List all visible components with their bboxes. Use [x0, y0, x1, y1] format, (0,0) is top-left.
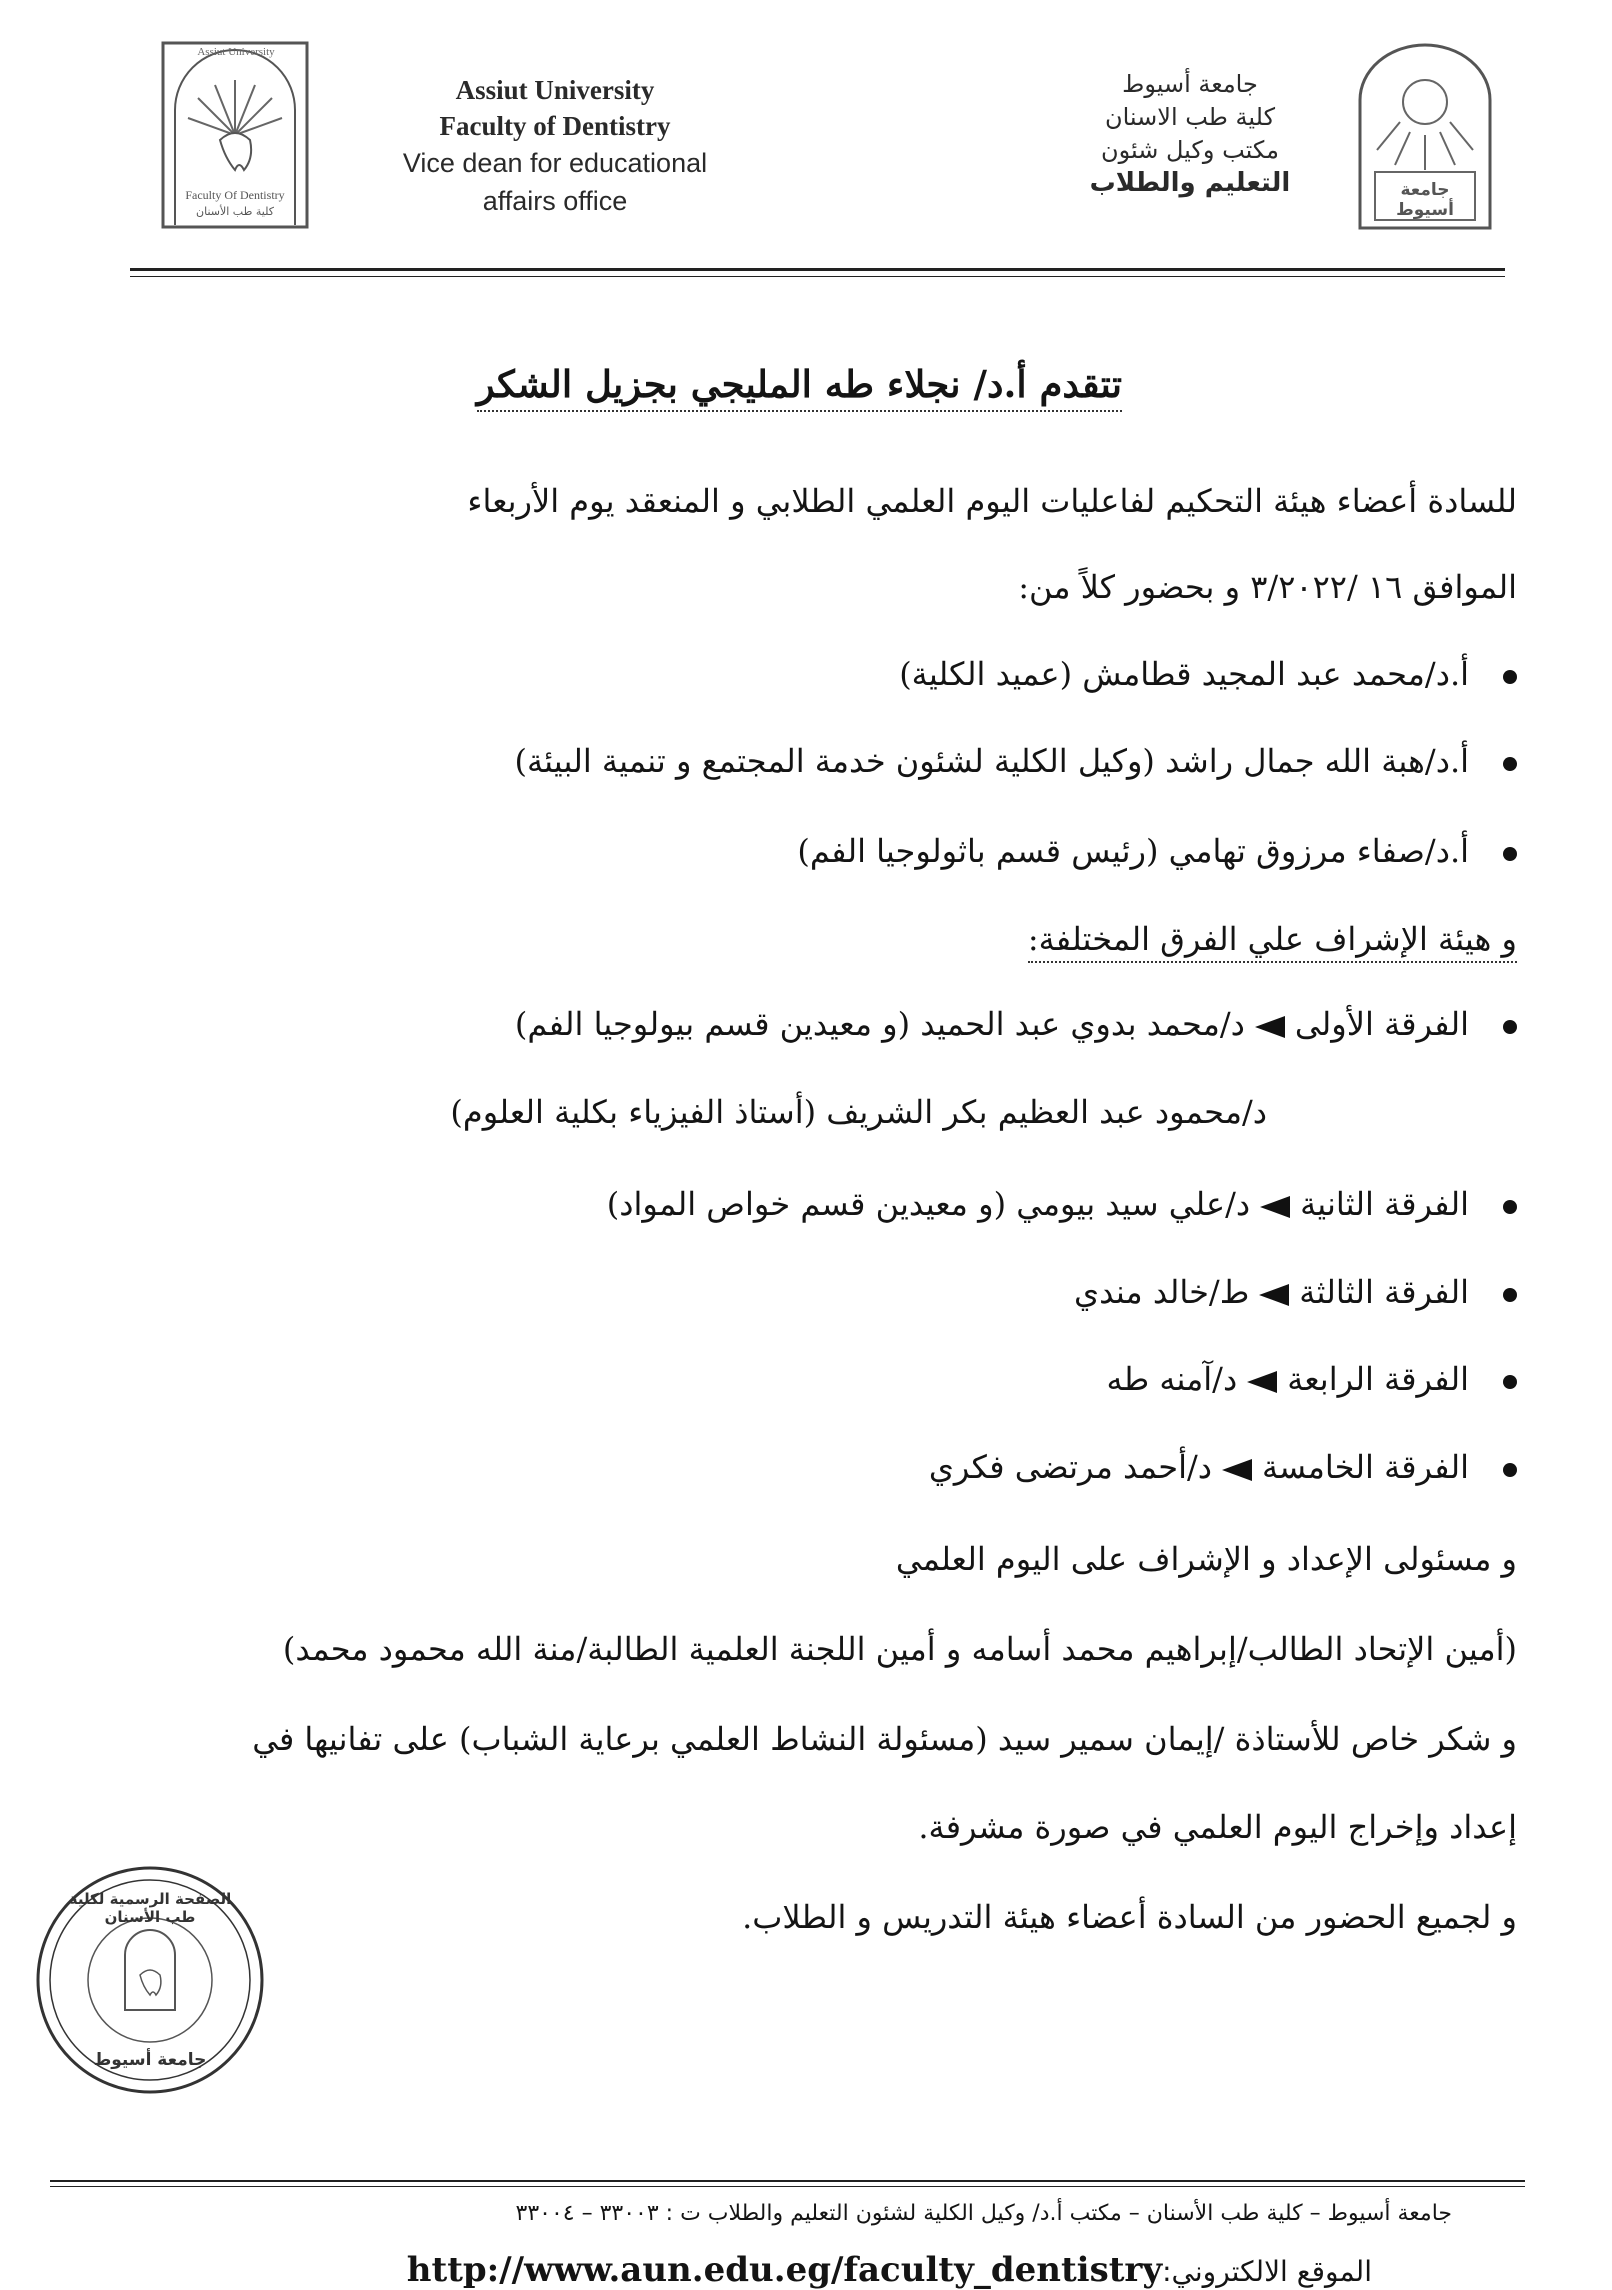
organizers-heading: و مسئولى الإعداد و الإشراف على اليوم العلمي: [895, 1540, 1517, 1578]
university-logo: [1355, 40, 1495, 230]
bullet-icon: [1503, 1020, 1517, 1034]
header-arabic: [1040, 68, 1340, 200]
intro-line-1: للسادة أعضاء هيئة التحكيم لفاعليات اليوم العلمي الطلابي و المنعقد يوم الأربعاء: [467, 482, 1517, 520]
list-item: [515, 742, 1518, 780]
judge-name: أ.د/صفاء مرزوق تهامي (رئيس قسم باثولوجيا الفم): [797, 832, 1469, 870]
stamp-top-text: الصفحة الرسمية لكلية طب الأسنان: [68, 1890, 232, 1926]
logo-arc-text: Assiut University: [197, 46, 275, 58]
logo-inner-text: Faculty Of Dentistry: [185, 188, 285, 202]
header-university-en: Assiut University: [455, 75, 655, 105]
group-label: الفرقة الرابعة: [1287, 1360, 1469, 1398]
list-item: [450, 1093, 1267, 1131]
footer-website: [407, 2250, 1372, 2290]
website-link[interactable]: http://www.aun.edu.eg/faculty_dentistry: [406, 2250, 1163, 2290]
list-item: [899, 655, 1517, 693]
triangle-arrow-icon: [1255, 1016, 1285, 1038]
special-thanks-line-2: إعداد وإخراج اليوم العلمي في صورة مشرفة.: [918, 1808, 1517, 1846]
header-office-ar-line2: التعليم والطلاب: [1089, 168, 1291, 198]
university-logo-text: جامعة أسيوط: [1396, 180, 1454, 220]
official-stamp: [30, 1860, 270, 2100]
bullet-icon: [1503, 1288, 1517, 1302]
bullet-icon: [1503, 847, 1517, 861]
list-item: [515, 1005, 1517, 1043]
supervision-heading-text: و هيئة الإشراف علي الفرق المختلفة:: [1028, 920, 1517, 963]
bullet-icon: [1503, 1375, 1517, 1389]
footer-divider-thin: [50, 2186, 1525, 2187]
header-office-ar-line1: مكتب وكيل شئون: [1101, 136, 1279, 164]
logo-inner-text-ar: كلية طب الأسنان: [196, 205, 274, 218]
website-label: الموقع الالكتروني:: [1162, 2255, 1372, 2288]
header-office-en-line1: Vice dean for educational: [402, 148, 708, 178]
bullet-icon: [1503, 1200, 1517, 1214]
group-supervisor: د/محمود عبد العظيم بكر الشريف (أستاذ الفيزياء بكلية العلوم): [450, 1093, 1267, 1131]
faculty-logo: [160, 40, 310, 230]
group-supervisor: د/محمد بدوي عبد الحميد (و معيدين قسم بيولوجيا الفم): [514, 1005, 1245, 1043]
header-university-ar: جامعة أسيوط: [1122, 70, 1258, 98]
header-divider-thin: [130, 276, 1505, 277]
group-supervisor: ط/خالد مندي: [1074, 1273, 1250, 1311]
closing-line: و لجميع الحضور من السادة أعضاء هيئة التدريس و الطلاب.: [742, 1898, 1517, 1936]
triangle-arrow-icon: [1222, 1459, 1252, 1481]
group-supervisor: د/أحمد مرتضى فكري: [928, 1448, 1212, 1486]
list-item: [1074, 1273, 1517, 1311]
footer-divider: [50, 2180, 1525, 2182]
triangle-arrow-icon: [1259, 1284, 1289, 1306]
group-label: الفرقة الثالثة: [1299, 1273, 1469, 1311]
page-title: تتقدم أ.د/ نجلاء طه المليجي بجزيل الشكر: [477, 362, 1122, 412]
supervision-heading: [1028, 920, 1517, 958]
list-item: [1107, 1360, 1517, 1398]
list-item: [929, 1448, 1517, 1486]
group-supervisor: د/علي سيد بيومي (و معيدين قسم خواص المواد): [606, 1185, 1251, 1223]
bullet-icon: [1503, 670, 1517, 684]
group-label: الفرقة الخامسة: [1262, 1448, 1469, 1486]
triangle-arrow-icon: [1247, 1371, 1277, 1393]
header-office-en-line2: affairs office: [482, 186, 628, 216]
list-item: [797, 832, 1517, 870]
group-label: الفرقة الثانية: [1300, 1185, 1469, 1223]
judge-name: أ.د/محمد عبد المجيد قطامش (عميد الكلية): [899, 655, 1469, 693]
bullet-icon: [1503, 1463, 1517, 1477]
intro-line-2: الموافق ١٦ /٣/٢٠٢٢ و بحضور كلاً من:: [1018, 568, 1517, 606]
organizers-names: (أمين الإتحاد الطالب/إبراهيم محمد أسامه و أمين اللجنة العلمية الطالبة/منة الله محمود محمد): [282, 1630, 1517, 1668]
stamp-bottom-text: جامعة أسيوط: [93, 2050, 207, 2070]
header-faculty-ar: كلية طب الاسنان: [1104, 103, 1276, 131]
header-english: [340, 72, 770, 220]
triangle-arrow-icon: [1260, 1196, 1290, 1218]
header-divider: [130, 268, 1505, 271]
footer-address: جامعة أسيوط – كلية طب الأسنان – مكتب أ.د/ وكيل الكلية لشئون التعليم والطلاب ت : ٣٣٠٠٣ – ٣٣٠٠٤: [515, 2201, 1452, 2226]
list-item: [607, 1185, 1517, 1223]
group-label: الفرقة الأولى: [1294, 1005, 1469, 1043]
header-faculty-en: Faculty of Dentistry: [439, 111, 671, 141]
special-thanks-line-1: و شكر خاص للأستاذة /إيمان سمير سيد (مسئولة النشاط العلمي برعاية الشباب) على تفانيها في: [252, 1720, 1517, 1758]
bullet-icon: [1503, 757, 1517, 771]
group-supervisor: د/آمنه طه: [1106, 1360, 1238, 1398]
judge-name: أ.د/هبة الله جمال راشد (وكيل الكلية لشئون خدمة المجتمع و تنمية البيئة): [514, 742, 1469, 780]
